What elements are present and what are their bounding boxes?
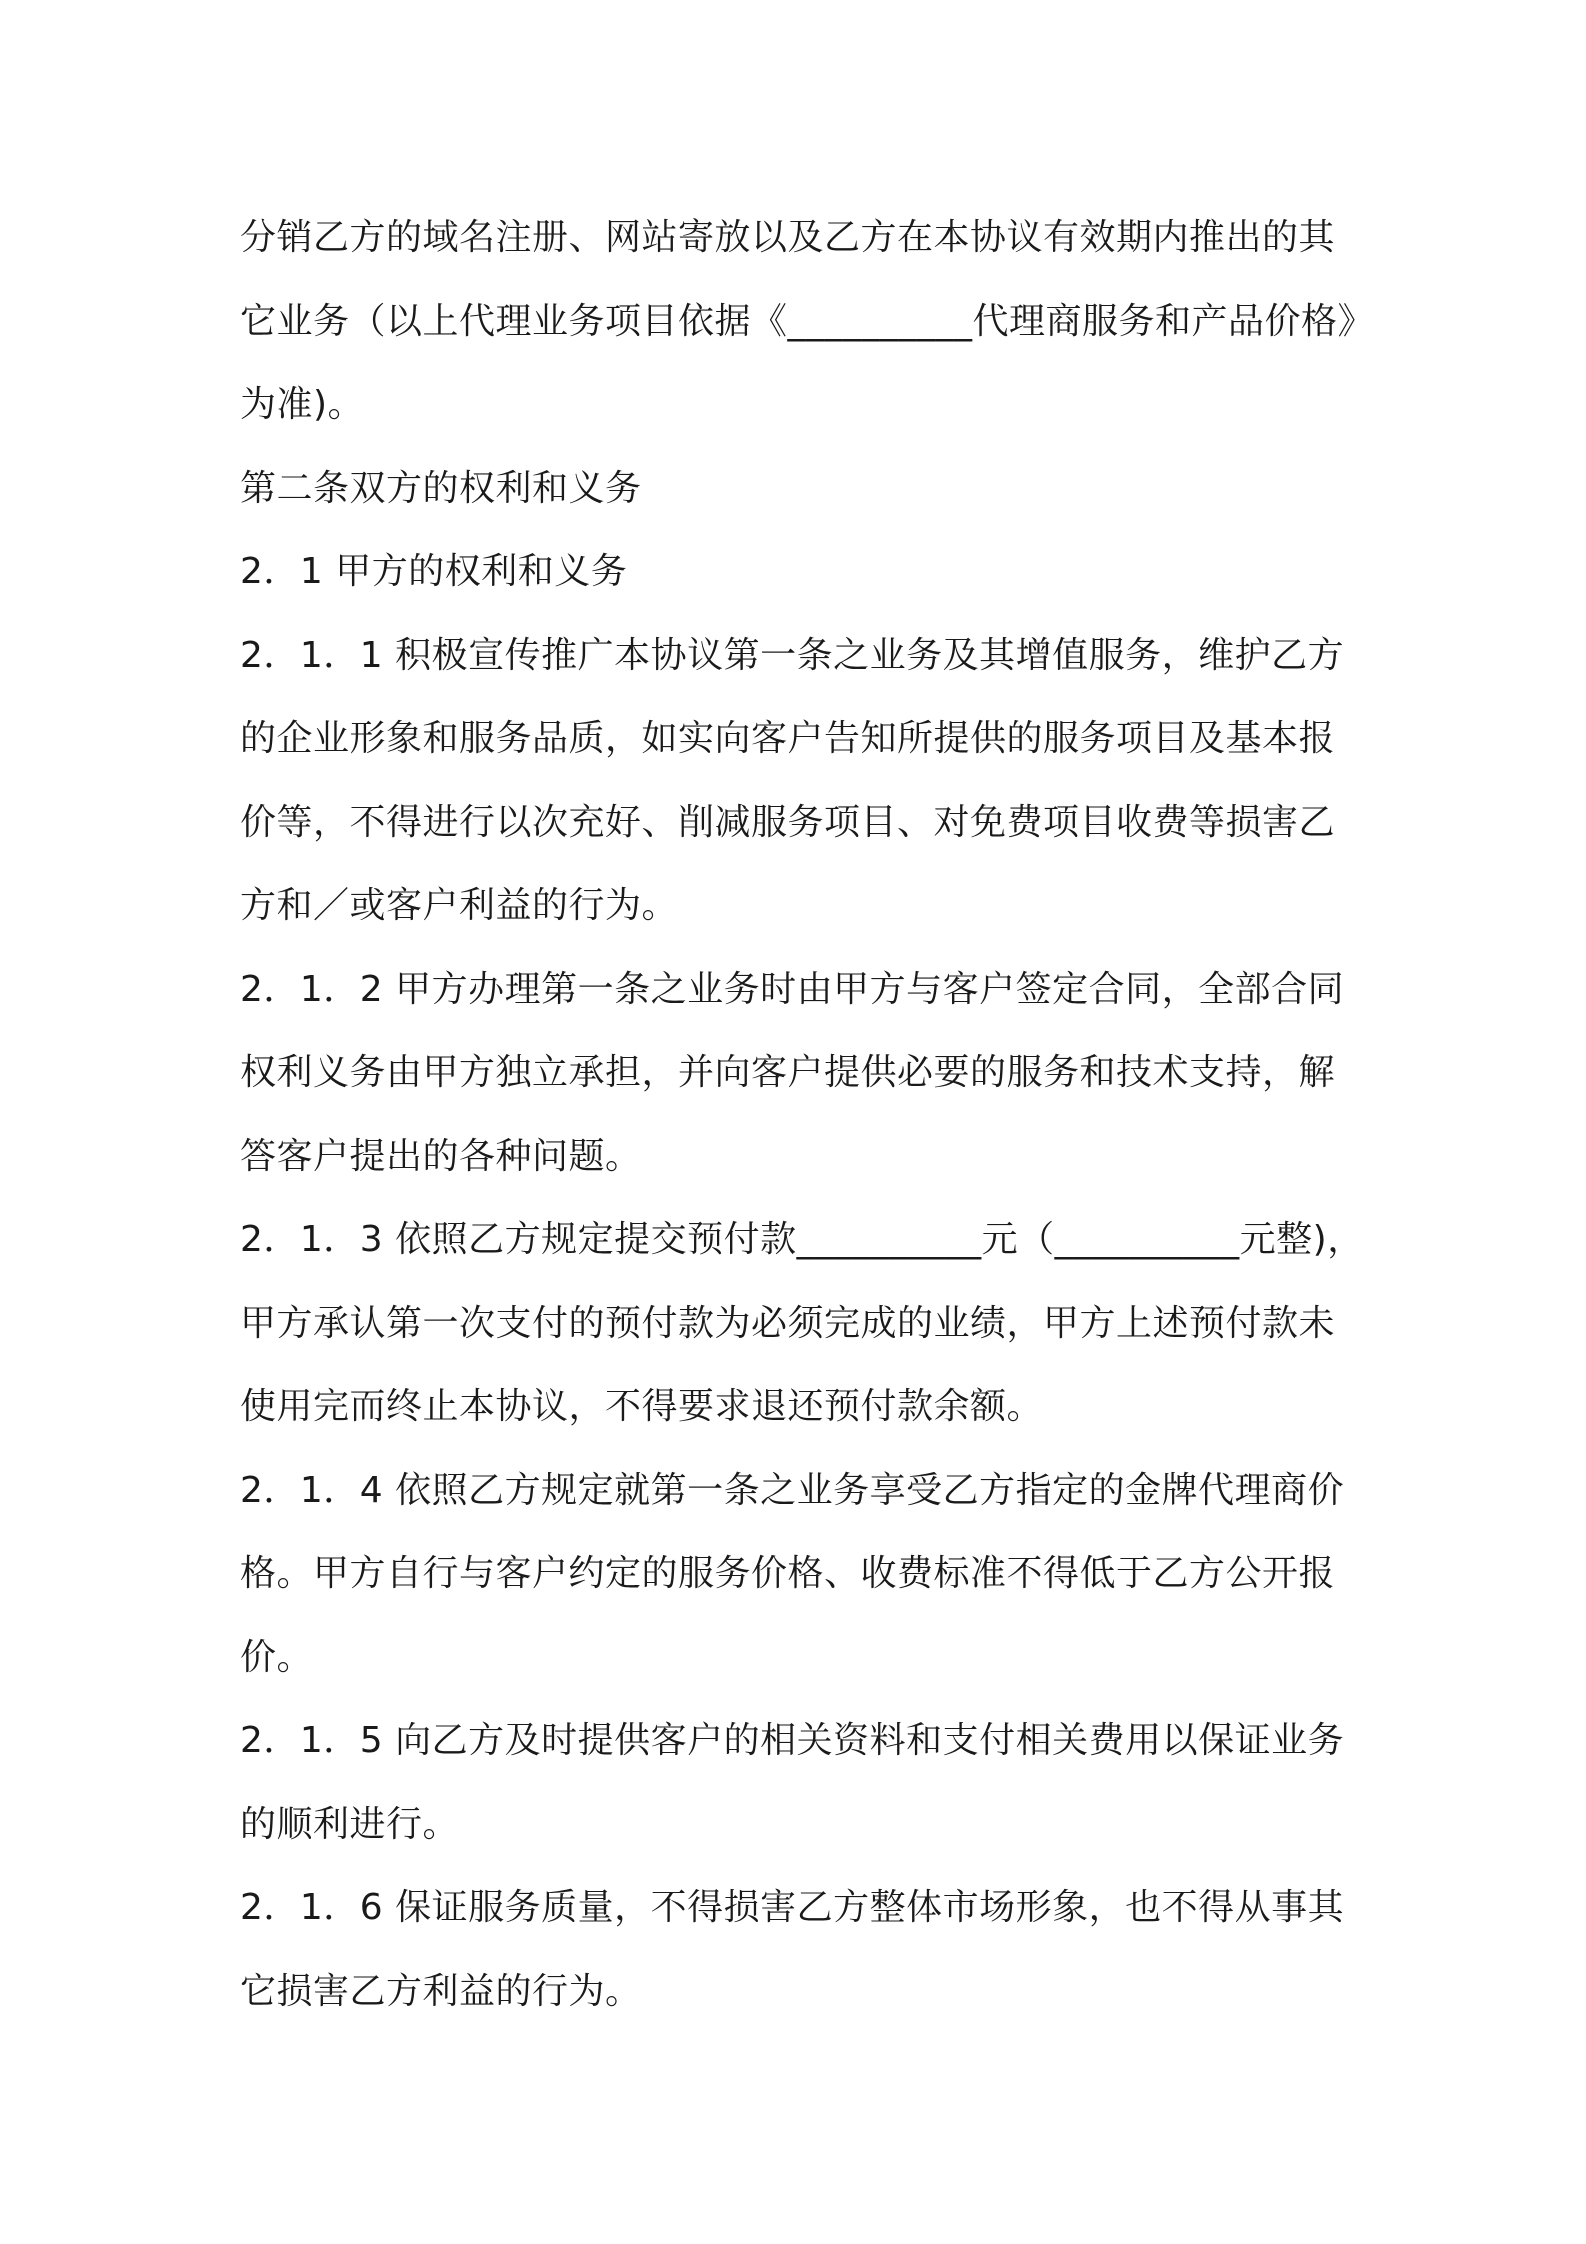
text-line: 2．1．2 甲方办理第一条之业务时由甲方与客户签定合同，全部合同 (240, 968, 1345, 1010)
text-line: 分销乙方的域名注册、网站寄放以及乙方在本协议有效期内推出的其 (240, 217, 1336, 258)
text-line: 的顺利进行。 (240, 1803, 460, 1845)
text-line: 它业务（以上代理业务项目依据《__________代理商服务和产品价格》 (240, 300, 1375, 342)
text-line: 2．1．1 积极宣传推广本协议第一条之业务及其增值服务，维护乙方 (240, 634, 1345, 676)
text-line: 的企业形象和服务品质，如实向客户告知所提供的服务项目及基本报 (240, 718, 1336, 759)
document-body (240, 196, 1375, 2033)
text-line: 它损害乙方利益的行为。 (240, 1970, 642, 2012)
text-line: 甲方承认第一次支付的预付款为必须完成的业绩，甲方上述预付款未 (240, 1302, 1336, 1344)
text-line: 格。甲方自行与客户约定的服务价格、收费标准不得低于乙方公开报 (240, 1553, 1336, 1594)
text-line: 价等，不得进行以次充好、削减服务项目、对免费项目收费等损害乙 (240, 801, 1336, 843)
text-line: 2．1．3 依照乙方规定提交预付款__________元（__________元整)， (240, 1219, 1364, 1260)
text-line: 权利义务由甲方独立承担，并向客户提供必要的服务和技术支持，解 (240, 1052, 1336, 1093)
section-heading: 第二条双方的权利和义务 (240, 467, 642, 509)
text-line: 答客户提出的各种问题。 (240, 1135, 642, 1177)
text-line: 2．1．5 向乙方及时提供客户的相关资料和支付相关费用以保证业务 (240, 1720, 1345, 1761)
text-line: 为准)。 (240, 384, 365, 425)
text-line: 2．1．6 保证服务质量，不得损害乙方整体市场形象，也不得从事其 (240, 1887, 1345, 1928)
subsection-heading: 2．1 甲方的权利和义务 (240, 551, 628, 592)
text-line: 方和／或客户利益的行为。 (240, 885, 679, 926)
text-line: 价。 (240, 1636, 314, 1678)
text-line: 2．1．4 依照乙方规定就第一条之业务享受乙方指定的金牌代理商价 (240, 1469, 1345, 1511)
text-line: 使用完而终止本协议，不得要求退还预付款余额。 (240, 1386, 1044, 1427)
